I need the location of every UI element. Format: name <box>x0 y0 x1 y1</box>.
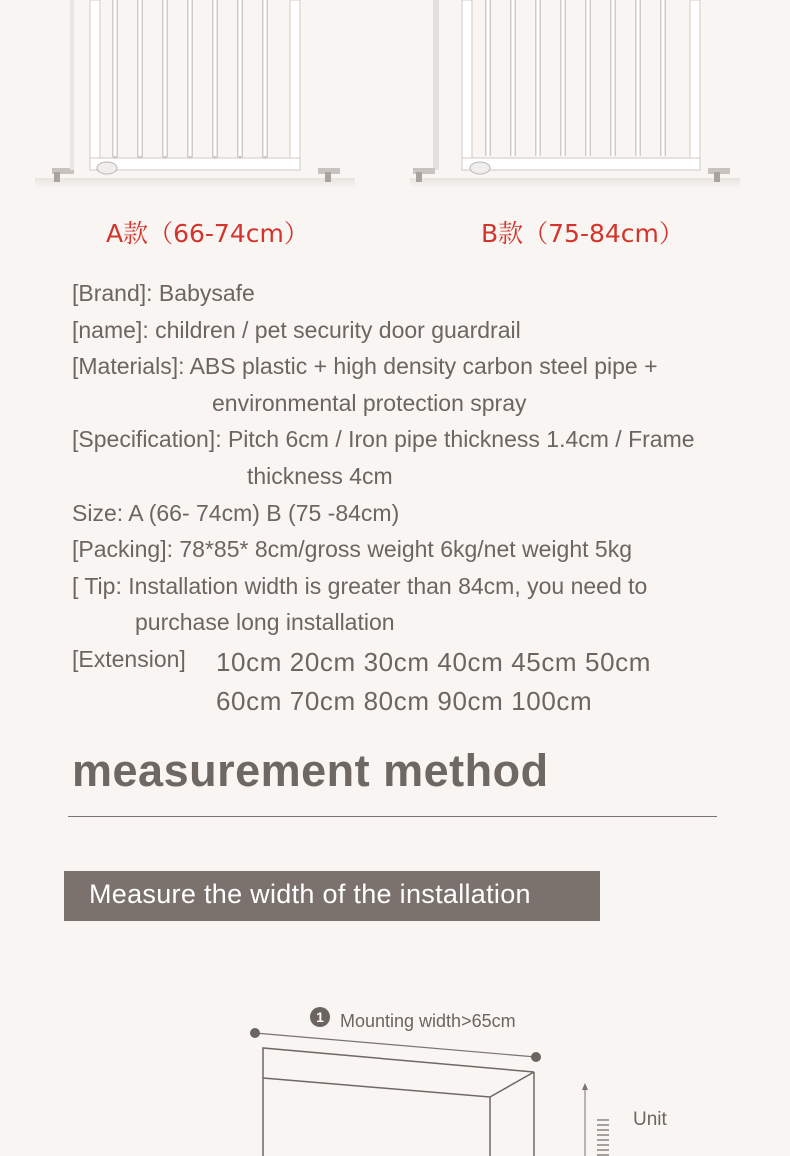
mounting-width-label: Mounting width>65cm <box>340 1011 516 1031</box>
variant-a-label: A款（66-74cm） <box>106 219 309 248</box>
gate-product-images <box>0 0 790 200</box>
spec-tip <box>72 568 772 641</box>
spec-specification <box>72 421 772 494</box>
spec-list <box>72 275 772 721</box>
instruction-banner-text: Measure the width of the installation <box>89 879 531 909</box>
spec-materials <box>72 348 772 421</box>
door-frame <box>263 1048 534 1156</box>
mounting-width-line <box>250 1028 541 1062</box>
height-arrow <box>582 1083 588 1156</box>
spec-extension-line-2: 60cm 70cm 80cm 90cm 100cm <box>216 685 593 716</box>
spec-specification-line-1: [Specification]: Pitch 6cm / Iron pipe thickness 1.4cm / Frame <box>72 426 695 453</box>
spec-tip-line-1: [ Tip: Installation width is greater than 84cm, you need to <box>72 572 648 599</box>
spec-extension-label: [Extension] <box>72 645 186 672</box>
ruler-icon <box>597 1120 609 1155</box>
section-heading: measurement method <box>72 745 549 796</box>
step-number-badge: 1 <box>310 1007 330 1027</box>
spec-packing: [Packing]: 78*85* 8cm/gross weight 6kg/net weight 5kg <box>72 536 632 563</box>
spec-materials-line-2: environmental protection spray <box>212 389 527 416</box>
spec-extension <box>72 641 772 721</box>
spec-materials-line-1: [Materials]: ABS plastic + high density carbon steel pipe + <box>72 353 658 380</box>
spec-tip-line-2: purchase long installation <box>135 609 395 636</box>
unit-label: Unit <box>633 1109 667 1130</box>
gate-b-image <box>410 0 740 188</box>
variant-b-label: B款（75-84cm） <box>481 219 684 248</box>
spec-extension-line-1: 10cm 20cm 30cm 40cm 45cm 50cm <box>216 646 651 677</box>
spec-extension-values <box>216 641 651 721</box>
heading-divider <box>68 816 717 817</box>
gate-a-image <box>35 0 355 188</box>
spec-brand: [Brand]: Babysafe <box>72 280 255 306</box>
spec-size: Size: A (66- 74cm) B (75 -84cm) <box>72 499 400 526</box>
instruction-banner <box>64 871 600 921</box>
spec-name: [name]: children / pet security door guardrail <box>72 316 521 343</box>
spec-specification-line-2: thickness 4cm <box>247 462 393 489</box>
